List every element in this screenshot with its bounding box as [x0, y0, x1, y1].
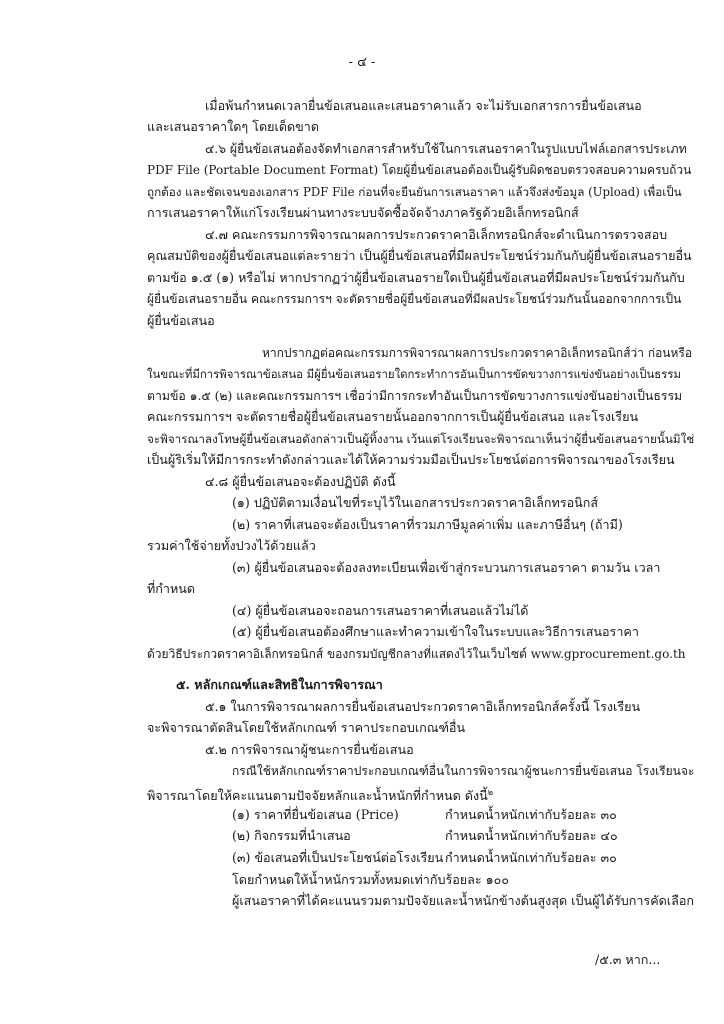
text-line: หากปรากฏต่อคณะกรรมการพิจารณาผลการประกวดราคาอิเล็กทรอนิกส์ว่า ก่อนหรือ	[262, 346, 693, 360]
text-line: (๑) ปฏิบัติตามเงื่อนไขที่ระบุไว้ในเอกสารประกวดราคาอิเล็กทรอนิกส์	[232, 495, 599, 510]
text-line: คุณสมบัติของผู้ยื่นข้อเสนอแต่ละรายว่า เป็นผู้ยื่นข้อเสนอที่มีผลประโยชน์ร่วมกันกับผู้ยื่นข้อเสนอรายอื่น	[147, 248, 692, 263]
clause-5-2: ๕.๒ การพิจารณาผู้ชนะการยื่นข้อเสนอ	[205, 742, 414, 757]
section-5-heading: ๕. หลักเกณฑ์และสิทธิในการพิจารณา	[176, 677, 383, 692]
text-line: กรณีใช้หลักเกณฑ์ราคาประกอบเกณฑ์อื่นในการพิจารณาผู้ชนะการยื่นข้อเสนอ โรงเรียนจะ	[232, 764, 695, 778]
text-line: เป็นผู้ริเริ่มให้มีการกระทำดังกล่าวและได้ให้ความร่วมมือเป็นประโยชน์ต่อการพิจารณาของโรงเรียน	[147, 452, 675, 467]
text-line: (๔) ผู้ยื่นข้อเสนอจะถอนการเสนอราคาที่เสนอแล้วไม่ได้	[232, 603, 529, 618]
text-line: ถูกต้อง และชัดเจนของเอกสาร PDF File ก่อนที่จะยืนยันการเสนอราคา แล้วจึงส่งข้อมูล (Upload) เพื่อเป็น	[147, 185, 682, 199]
clause-4-6: ๔.๖ ผู้ยื่นข้อเสนอต้องจัดทำเอกสารสำหรับใช้ในการเสนอราคาในรูปแบบไฟล์เอกสารประเภท	[205, 142, 687, 156]
text-line: และเสนอราคาใดๆ โดยเด็ดขาด	[147, 119, 320, 134]
text-line: ในขณะที่มีการพิจารณาข้อเสนอ มีผู้ยื่นข้อเสนอรายใดกระทำการอันเป็นการขัดขวางการแข่งขันอย่างเป็นธรรม	[147, 367, 681, 381]
text-line-body: พิจารณาโดยให้คะแนนตามปัจจัยหลักและน้ำหนักที่กำหนด ดังนี้	[147, 788, 488, 804]
text-line: ตามข้อ ๑.๕ (๒) และคณะกรรมการฯ เชื่อว่ามีการกระทำอันเป็นการขัดขวางการแข่งขันอย่างเป็นธรรม	[147, 389, 683, 403]
criterion-weight: กำหนดน้ำหนักเท่ากับร้อยละ ๓๐	[445, 807, 617, 822]
clause-4-8: ๔.๘ ผู้ยื่นข้อเสนอจะต้องปฏิบัติ ดังนี้	[205, 474, 396, 489]
text-line: PDF File (Portable Document Format) โดยผู้ยื่นข้อเสนอต้องเป็นผู้รับผิดชอบตรวจสอบความครบถ้วน	[147, 163, 692, 177]
text-line: การเสนอราคาให้แก่โรงเรียนผ่านทางระบบจัดซื้อจัดจ้างภาครัฐด้วยอิเล็กทรอนิกส์	[147, 205, 579, 220]
text-line: (๓) ผู้ยื่นข้อเสนอจะต้องลงทะเบียนเพื่อเข้าสู่กระบวนการเสนอราคา ตามวัน เวลา	[232, 560, 661, 575]
text-line: ที่กำหนด	[147, 581, 196, 596]
text-line: จะพิจารณาลงโทษผู้ยื่นข้อเสนอดังกล่าวเป็นผู้ทิ้งงาน เว้นแต่โรงเรียนจะพิจารณาเห็นว่าผู้ยื่นข้อเสนอรายนั้นมิใช่	[147, 432, 695, 446]
text-line: ตามข้อ ๑.๕ (๑) หรือไม่ หากปรากฏว่าผู้ยื่นข้อเสนอรายใดเป็นผู้ยื่นข้อเสนอที่มีผลประโยชน์ร่วมกันกับ	[147, 270, 685, 285]
text-line: (๒) ราคาที่เสนอจะต้องเป็นราคาที่รวมภาษีมูลค่าเพิ่ม และภาษีอื่นๆ (ถ้ามี)	[232, 517, 623, 532]
text-line: ผู้ยื่นข้อเสนอ	[147, 313, 215, 328]
criterion-label: (๒) กิจกรรมที่นำเสนอ	[232, 828, 351, 843]
criterion-weight: กำหนดน้ำหนักเท่ากับร้อยละ ๔๐	[445, 828, 618, 843]
text-line: ผู้เสนอราคาที่ได้คะแนนรวมตามปัจจัยและน้ำหนักข้างต้นสูงสุด เป็นผู้ได้รับการคัดเลือก	[232, 893, 695, 908]
page-number: - ๔ -	[348, 55, 376, 70]
text-line: คณะกรรมการฯ จะตัดรายชื่อผู้ยื่นข้อเสนอรายนั้นออกจากการเป็นผู้ยื่นข้อเสนอ และโรงเรียน	[147, 409, 639, 424]
continuation-note: /๕.๓ หาก...	[595, 952, 661, 967]
criterion-label: (๓) ข้อเสนอที่เป็นประโยชน์ต่อโรงเรียน	[232, 850, 444, 865]
text-line: รวมค่าใช้จ่ายทั้งปวงไว้ด้วยแล้ว	[147, 538, 316, 553]
clause-4-7: ๔.๗ คณะกรรมการพิจารณาผลการประกวดราคาอิเล็กทรอนิกส์จะดำเนินการตรวจสอบ	[205, 227, 668, 242]
clause-5-1: ๕.๑ ในการพิจารณาผลการยื่นข้อเสนอประกวดราคาอิเล็กทรอนิกส์ครั้งนี้ โรงเรียน	[205, 699, 641, 714]
text-line: ด้วยวิธีประกวดราคาอิเล็กทรอนิกส์ ของกรมบัญชีกลางที่แสดงไว้ในเว็บไซต์ www.gprocurement.go.th	[147, 647, 686, 661]
text-line: ผู้ยื่นข้อเสนอรายอื่น คณะกรรมการฯ จะตัดรายชื่อผู้ยื่นข้อเสนอที่มีผลประโยชน์ร่วมกันนั้นออกจากการเป็น	[147, 292, 682, 306]
criterion-weight: กำหนดน้ำหนักเท่ากับร้อยละ ๓๐	[445, 850, 617, 865]
text-line	[147, 785, 493, 804]
text-line: (๕) ผู้ยื่นข้อเสนอต้องศึกษาและทำความเข้าใจในระบบและวิธีการเสนอราคา	[232, 624, 639, 639]
criterion-label: (๑) ราคาที่ยื่นข้อเสนอ (Price)	[232, 807, 399, 822]
text-line: เมื่อพ้นกำหนดเวลายื่นข้อเสนอและเสนอราคาแล้ว จะไม่รับเอกสารการยื่นข้อเสนอ	[205, 98, 642, 113]
text-line: โดยกำหนดให้น้ำหนักรวมทั้งหมดเท่ากับร้อยละ ๑๐๐	[232, 872, 510, 887]
text-line: จะพิจารณาตัดสินโดยใช้หลักเกณฑ์ ราคาประกอบเกณฑ์อื่น	[147, 720, 466, 735]
footnote-marker: ๒	[487, 788, 494, 797]
